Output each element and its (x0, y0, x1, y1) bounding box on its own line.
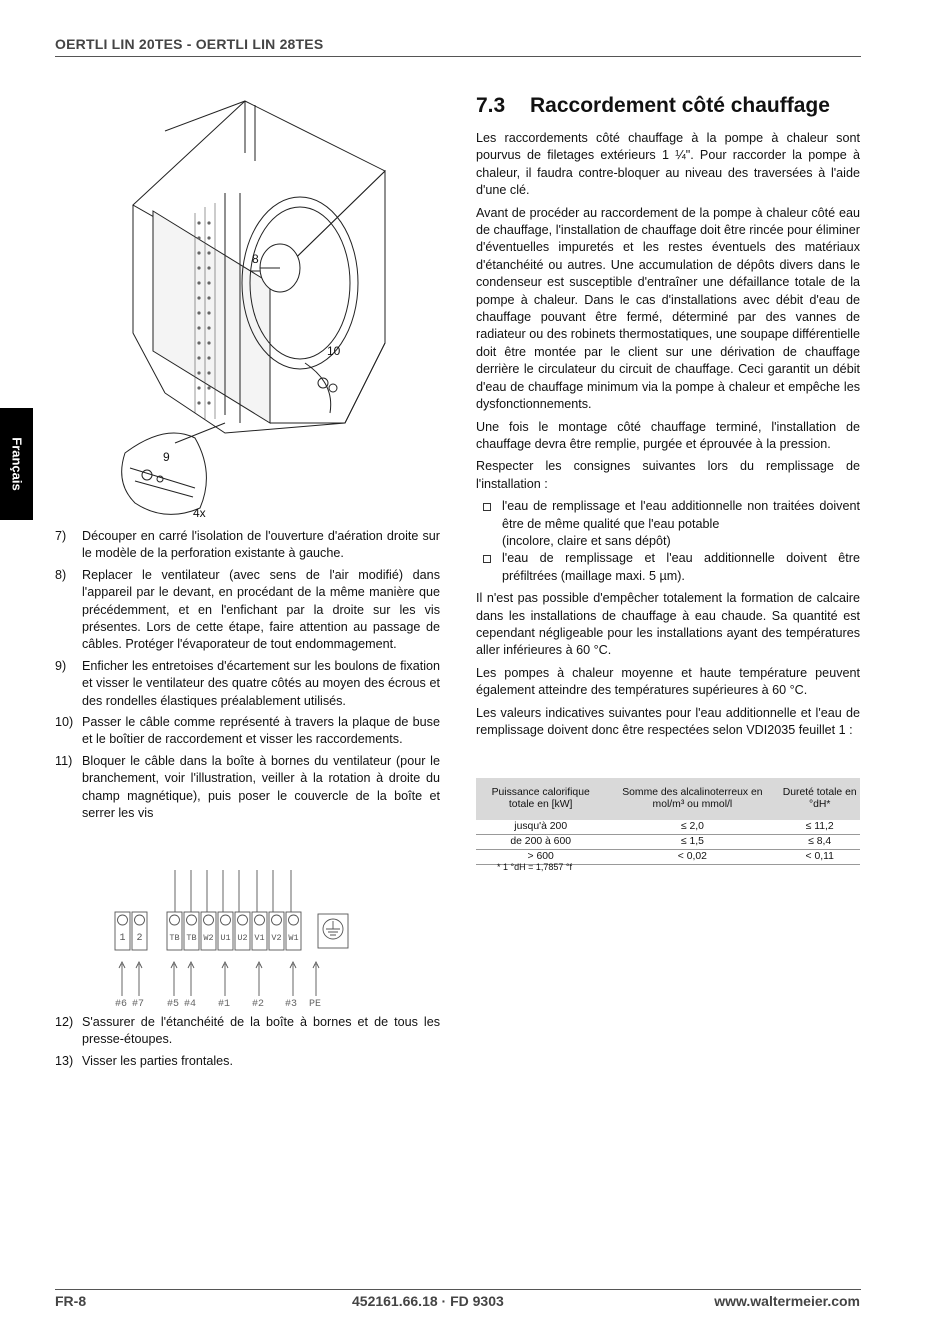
arrow-up-icon (256, 962, 262, 996)
wire-label: #1 (218, 999, 231, 1008)
terminal-label: TB (186, 933, 197, 943)
table-cell: ≤ 2,0 (605, 820, 779, 835)
step-text: Bloquer le câble dans la boîte à bornes du ventilateur (pour le branchement, voir l'illustration, veiller à la rotation à droite du champ magnétique), puis poser le couvercle de la boîte et serrer les vis (82, 753, 440, 821)
table-footnote: * 1 °dH = 1,7857 °f (497, 862, 572, 872)
callout-10: 10 (327, 344, 341, 358)
terminal-label: 1 (119, 933, 126, 944)
terminal-2 (132, 912, 147, 950)
step-text: Passer le câble comme représenté à travers la plaque de buse et le boîtier de raccordement et visser les raccordements. (82, 715, 440, 747)
step-text: Enficher les entretoises d'écartement sur les boulons de fixation et visser le ventilateur des quatre côtés au moyen des écrous et des rondelles élastiques préalablement utilisés. (82, 658, 440, 708)
terminal-4 (184, 912, 199, 950)
arrow-up-icon (188, 962, 194, 996)
table-cell: jusqu'à 200 (476, 820, 605, 835)
paragraph: Les raccordements côté chauffage à la pompe à chaleur sont pourvus de filetages extérieurs 1 ¼". Pour raccorder la pompe à chaleur, il faudra contre-bloquer au niveau des traversées à l'aide d'une clé. (476, 131, 860, 198)
paragraph: Une fois le montage côté chauffage terminé, l'installation de chauffage devra être remplie, purgée et éprouvée à la pression. (476, 419, 860, 451)
wire-label: #7 (132, 999, 145, 1008)
terminal-label: 2 (136, 933, 143, 944)
footer-website: www.waltermeier.com (714, 1293, 860, 1309)
step-text: Visser les parties frontales. (82, 1053, 233, 1068)
section-heading (476, 92, 860, 120)
terminal-3 (167, 912, 182, 950)
terminal-1 (115, 912, 130, 950)
section-title: Raccordement côté chauffage (530, 94, 830, 117)
terminal-label: V2 (271, 933, 282, 943)
callout-8: 8 (252, 252, 259, 266)
terminal-box-diagram (105, 866, 355, 1008)
bullet-text: l'eau de remplissage et l'eau additionnelle doivent être préfiltrées (maillage maxi. 5 µm). (502, 551, 860, 583)
callout-4x: 4x (193, 506, 206, 520)
step-number: 12) (55, 1015, 74, 1029)
paragraph: Les valeurs indicatives suivantes pour l'eau additionnelle et l'eau de remplissage doivent donc être respectées selon VDI2035 feuillet 1 : (476, 705, 860, 737)
step-text: S'assurer de l'étanchéité de la boîte à bornes et de tous les presse-étoupes. (82, 1015, 440, 1047)
list-item (55, 1053, 440, 1070)
table-header: Puissance calorifique totale en [kW] (476, 778, 605, 820)
page-header-title: OERTLI LIN 20TES - OERTLI LIN 28TES (55, 36, 324, 52)
terminal-label: V1 (254, 933, 265, 943)
steps-list-b (55, 1014, 440, 1074)
language-tab (0, 408, 33, 520)
step-text: Replacer le ventilateur (avec sens de l'air modifié) dans l'appareil par le devant, en procédant de la même manière que précédemment, et en l'enfichant par la droite sur les vis présentes. Lors de cette étape, faire attention au passage de câbles. Protéger l'évaporateur de tout endommagement. (82, 567, 440, 652)
table-header: Dureté totale en °dH* (779, 778, 860, 820)
list-item (55, 567, 440, 654)
arrow-up-icon (290, 962, 296, 996)
wire-label: #4 (184, 999, 197, 1008)
step-number: 11) (55, 753, 73, 768)
arrow-up-icon (119, 962, 125, 996)
list-item (55, 658, 440, 710)
callout-9: 9 (163, 450, 170, 464)
footer-rule (55, 1289, 861, 1290)
bullet-list (476, 498, 860, 585)
wire-label: #6 (115, 999, 128, 1008)
square-bullet-icon (476, 498, 502, 550)
table-cell: ≤ 1,5 (605, 835, 779, 850)
wire-label: #3 (285, 999, 298, 1008)
terminal-6 (218, 912, 233, 950)
step-number: 9) (55, 658, 67, 673)
terminal-8 (252, 912, 267, 950)
bullet-text-note: (incolore, claire et sans dépôt) (502, 533, 671, 548)
step-number: 10) (55, 715, 74, 730)
wire-label: #2 (252, 999, 265, 1008)
table-row (476, 820, 860, 835)
list-item (55, 1014, 440, 1049)
step-number: 13) (55, 1053, 74, 1068)
table-cell: ≤ 11,2 (779, 820, 860, 835)
water-values-table (476, 778, 860, 865)
terminal-10 (286, 912, 301, 950)
table-cell: ≤ 8,4 (779, 835, 860, 850)
terminal-9 (269, 912, 284, 950)
bullet-text: l'eau de remplissage et l'eau additionnelle non traitées doivent être de même qualité que l'eau potable (502, 499, 860, 531)
terminal-5 (201, 912, 216, 950)
terminal-label: TB (169, 933, 180, 943)
terminal-label: W2 (203, 933, 214, 943)
paragraph: Avant de procéder au raccordement de la pompe à chaleur côté eau de chauffage, l'installation de chauffage doit être rincée pour éliminer d'éventuelles impuretés et les restes éventuels des matériaux d'étanchéité ou autres. Une accumulation de dépôts divers dans le condenseur est susceptible d'entraîner une défaillance totale de la pompe à chaleur. Dans le cas d'installations avec débit d'eau de chauffage pouvant être fermé, déterminé par des vannes de radiateur ou des robinets thermostatiques, une soupape différentielle doit être montée par le client sur une dérivation de chauffage derrière le circulateur du circuit de chauffage. Ceci garantit un débit d'eau de chauffage minimum via la pompe à chaleur et empêche les dysfonctionnements. (476, 205, 860, 412)
bullet-item (476, 498, 860, 550)
section-heating-connection (476, 92, 860, 744)
step-number: 7) (55, 529, 67, 543)
table-cell: < 0,02 (605, 850, 779, 865)
fan-assembly-figure (105, 93, 390, 523)
square-bullet-icon (476, 550, 502, 585)
step-number: 8) (55, 567, 67, 582)
arrow-up-icon (222, 962, 228, 996)
header-rule (55, 56, 861, 57)
table-row (476, 835, 860, 850)
table-header: Somme des alcalinoterreux en mol/m³ ou mmol/l (605, 778, 779, 820)
step-text: Découper en carré l'isolation de l'ouverture d'aération droite sur le modèle de la perforation existante à gauche. (82, 529, 440, 561)
footer-page-number: FR-8 (55, 1293, 87, 1309)
terminal-7 (235, 912, 250, 950)
steps-list-a (55, 528, 440, 827)
table-cell: > 600 (476, 850, 605, 865)
list-item (55, 714, 440, 749)
language-tab-label: Français (9, 437, 24, 491)
section-number: 7.3 (476, 94, 506, 117)
terminal-label: U2 (237, 933, 248, 943)
arrow-up-icon (171, 962, 177, 996)
wire-label: PE (309, 999, 322, 1008)
terminal-label: U1 (220, 933, 231, 943)
wire-label: #5 (167, 999, 180, 1008)
table-cell: < 0,11 (779, 850, 860, 865)
paragraph: Respecter les consignes suivantes lors du remplissage de l'installation : (476, 459, 860, 491)
paragraph: Il n'est pas possible d'empêcher totalement la formation de calcaire dans les installations de chauffage à eau chaude. Sa quantité est cependant négligeable pour les installations ayant des températures aller inférieures à 60 °C. (476, 591, 860, 658)
table-cell: de 200 à 600 (476, 835, 605, 850)
list-item (55, 528, 440, 563)
arrow-up-icon (136, 962, 142, 996)
terminal-label: W1 (288, 933, 299, 943)
arrow-up-icon (313, 962, 319, 996)
bullet-item (476, 550, 860, 585)
list-item (55, 753, 440, 823)
footer-document-ref: 452161.66.18 · FD 9303 (352, 1293, 504, 1309)
paragraph: Les pompes à chaleur moyenne et haute température peuvent également atteindre des températures supérieures à 60 °C. (476, 665, 860, 698)
